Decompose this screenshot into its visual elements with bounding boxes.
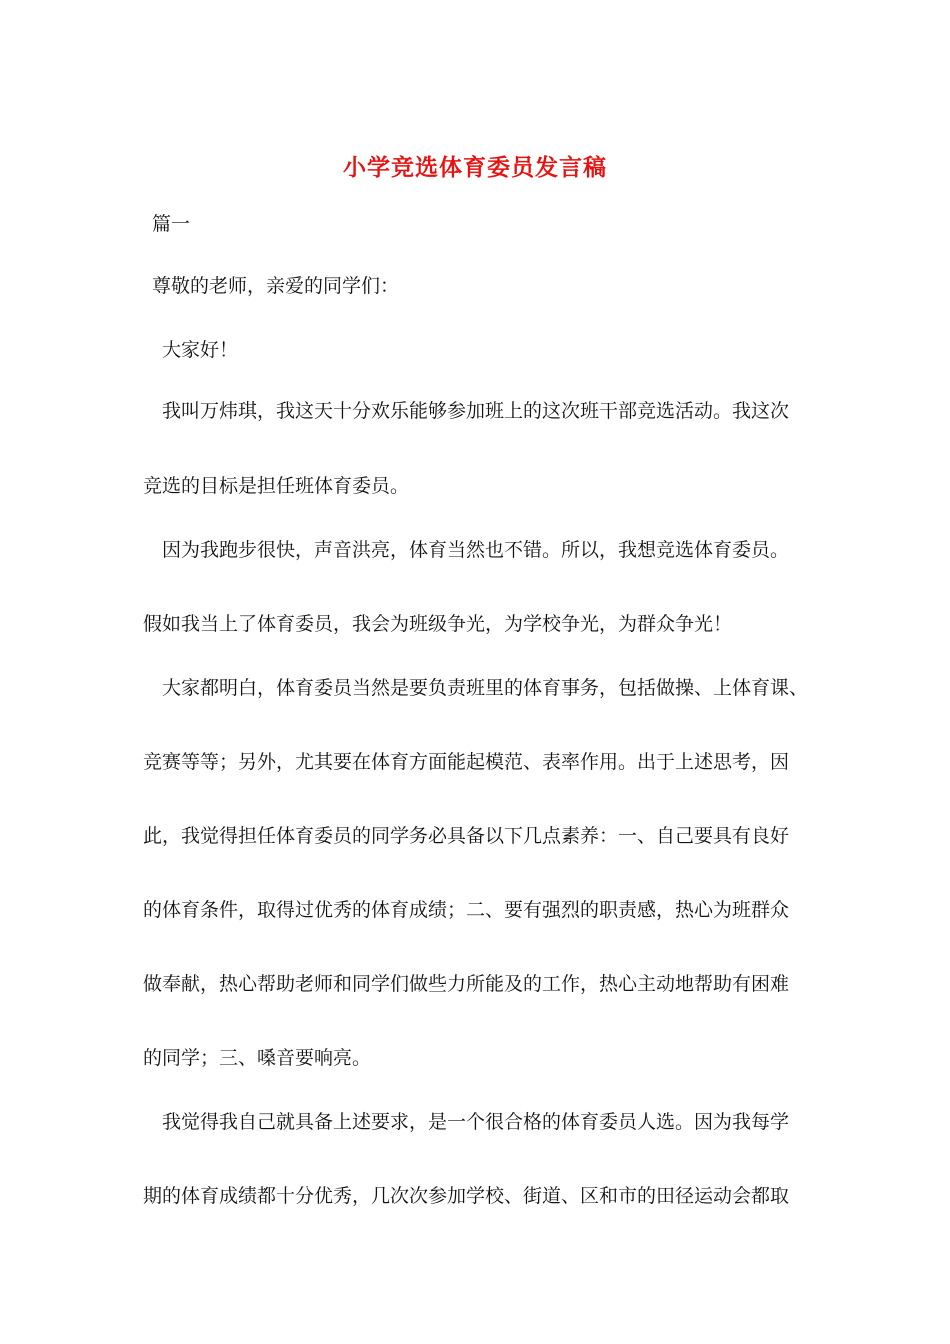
text-line: 我觉得我自己就具备上述要求，是一个很合格的体育委员人选。因为我每学 (162, 1111, 790, 1133)
text-line: 的同学；三、嗓音要响亮。 (143, 1047, 372, 1069)
text-line: 大家都明白，体育委员当然是要负责班里的体育事务，包括做操、上体育课、 (162, 677, 809, 699)
text-line: 做奉献，热心帮助老师和同学们做些力所能及的工作，热心主动地帮助有困难 (143, 973, 790, 995)
section-heading: 篇一 (152, 213, 191, 235)
text-line: 期的体育成绩都十分优秀，几次次参加学校、街道、区和市的田径运动会都取 (143, 1185, 790, 1207)
text-line: 因为我跑步很快，声音洪亮，体育当然也不错。所以，我想竞选体育委员。 (162, 539, 790, 561)
greeting: 大家好！ (162, 339, 239, 361)
text-line: 我叫万炜琪，我这天十分欢乐能够参加班上的这次班干部竞选活动。我这次 (162, 400, 790, 422)
text-line: 竞赛等等；另外，尤其要在体育方面能起模范、表率作用。出于上述思考，因 (143, 751, 790, 773)
text-line: 竞选的目标是担任班体育委员。 (143, 475, 410, 497)
text-line: 假如我当上了体育委员，我会为班级争光，为学校争光，为群众争光！ (143, 613, 733, 635)
document-title: 小学竞选体育委员发言稿 (343, 154, 607, 181)
text-line: 此，我觉得担任体育委员的同学务必具备以下几点素养：一、自己要具有良好 (143, 825, 790, 847)
text-line: 的体育条件，取得过优秀的体育成绩；二、要有强烈的职责感，热心为班群众 (143, 899, 790, 921)
salutation: 尊敬的老师，亲爱的同学们： (152, 275, 400, 297)
